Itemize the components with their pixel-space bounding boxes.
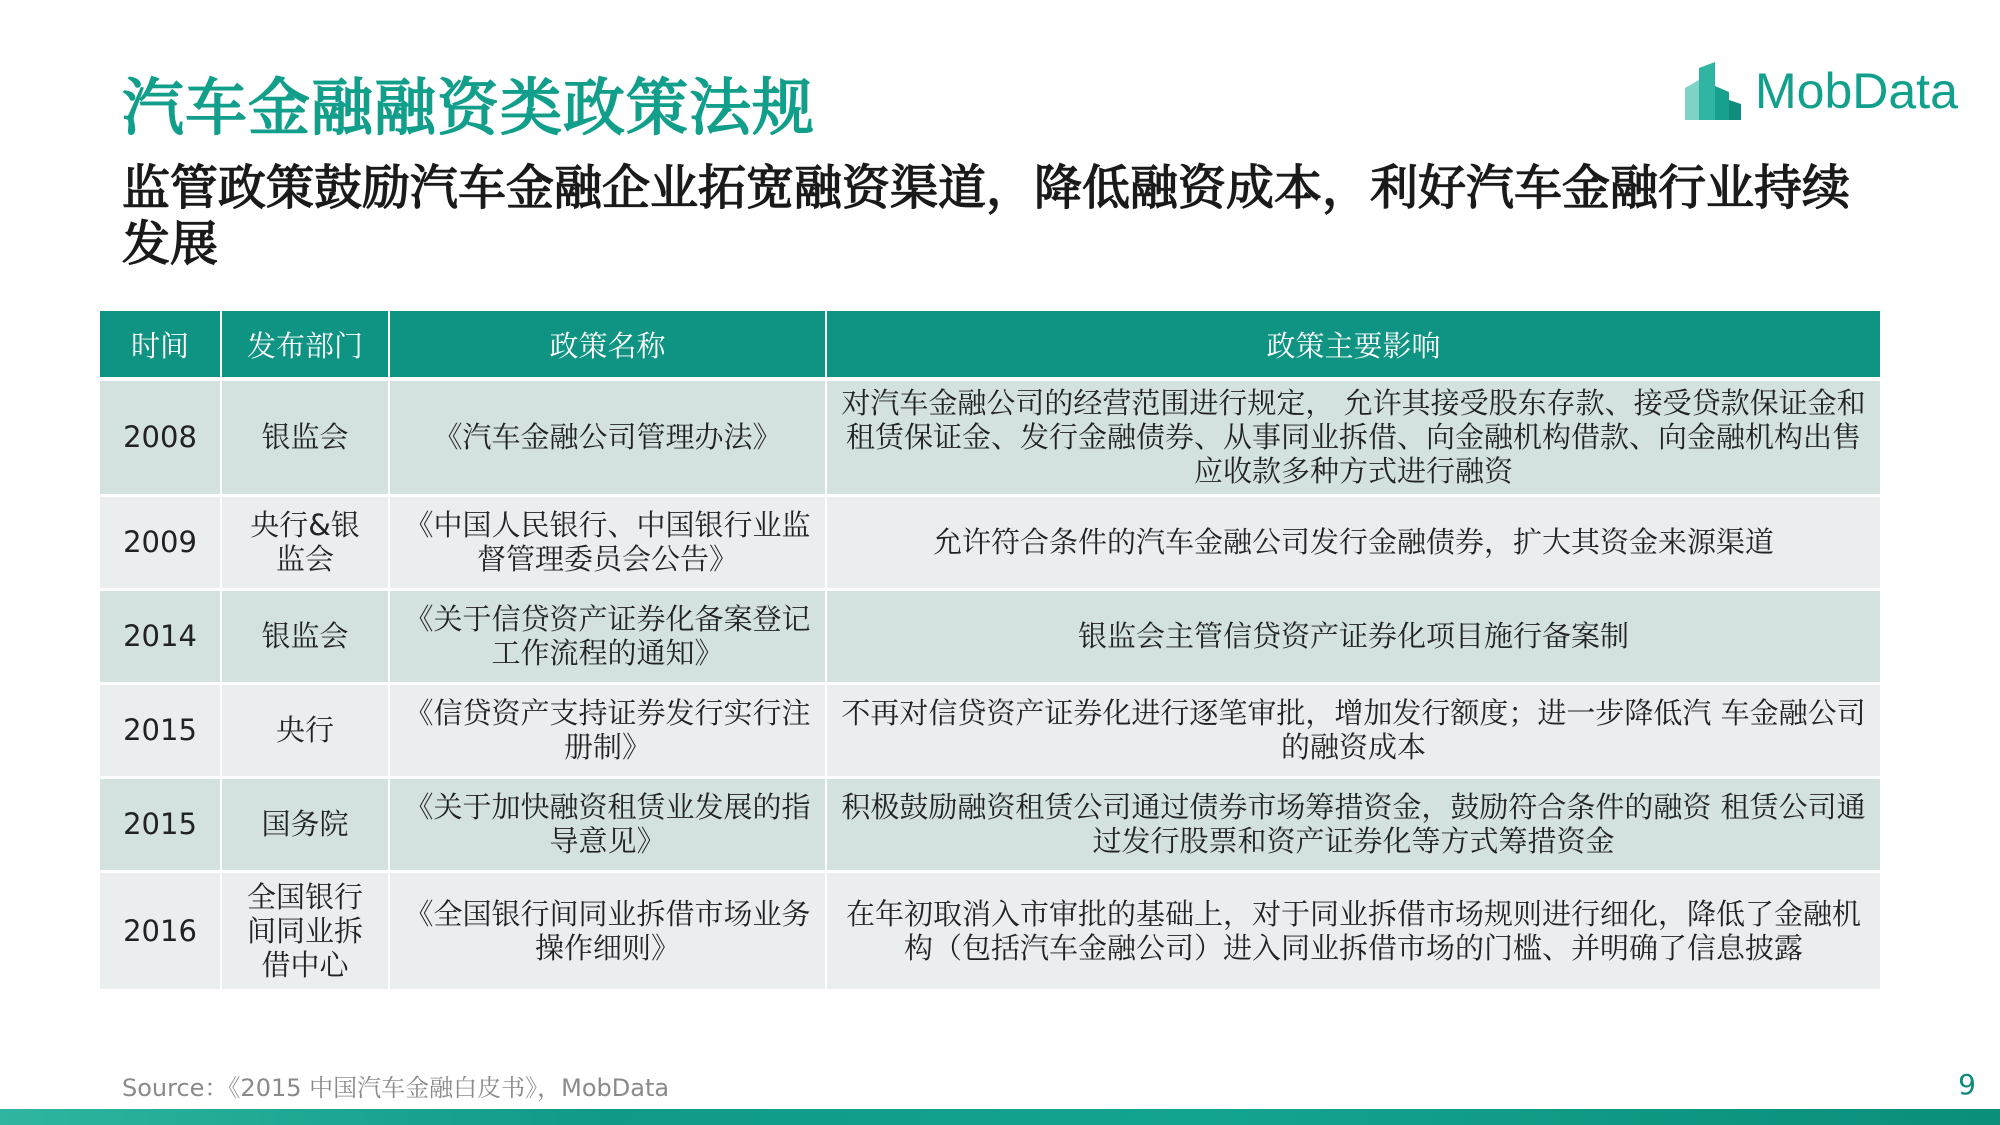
cell-policy-impact: 不再对信贷资产证券化进行逐笔审批，增加发行额度；进一步降低汽 车金融公司的融资成本	[826, 683, 1880, 777]
source-note: Source：《2015 中国汽车金融白皮书》，MobData	[122, 1074, 670, 1102]
cell-policy-name: 《关于加快融资租赁业发展的指导意见》	[389, 777, 826, 871]
header-policy-name: 政策名称	[389, 311, 826, 379]
slide-subtitle: 监管政策鼓励汽车金融企业拓宽融资渠道，降低融资成本，利好汽车金融行业持续发展	[122, 160, 1851, 272]
cell-department: 央行	[221, 683, 389, 777]
cell-policy-impact: 允许符合条件的汽车金融公司发行金融债券，扩大其资金来源渠道	[826, 495, 1880, 589]
cell-department: 央行&银监会	[221, 495, 389, 589]
header-time: 时间	[100, 311, 221, 379]
header-department: 发布部门	[221, 311, 389, 379]
table-row	[100, 589, 1880, 683]
table-row	[100, 495, 1880, 589]
cell-policy-impact: 积极鼓励融资租赁公司通过债券市场筹措资金，鼓励符合条件的融资 租赁公司通过发行股票和资产证券化等方式筹措资金	[826, 777, 1880, 871]
cell-policy-name: 《关于信贷资产证券化备案登记工作流程的通知》	[389, 589, 826, 683]
cell-department: 国务院	[221, 777, 389, 871]
logo-text: MobData	[1755, 63, 1958, 119]
cell-policy-impact: 在年初取消入市审批的基础上，对于同业拆借市场规则进行细化，降低了金融机构（包括汽车金融公司）进入同业拆借市场的门槛、并明确了信息披露	[826, 871, 1880, 990]
table-row	[100, 379, 1880, 495]
bottom-accent-bar	[0, 1109, 2000, 1125]
cell-policy-name: 《全国银行间同业拆借市场业务操作细则》	[389, 871, 826, 990]
cell-year: 2015	[100, 683, 221, 777]
mobdata-logo-icon	[1685, 62, 1741, 120]
table-row	[100, 777, 1880, 871]
slide-title: 汽车金融融资类政策法规	[122, 71, 816, 144]
cell-year: 2014	[100, 589, 221, 683]
header-policy-impact: 政策主要影响	[826, 311, 1880, 379]
page-number: 9	[1958, 1068, 1976, 1101]
cell-policy-impact: 银监会主管信贷资产证券化项目施行备案制	[826, 589, 1880, 683]
mobdata-logo	[1685, 60, 1958, 122]
table-header-row	[100, 311, 1880, 379]
policy-table	[100, 311, 1880, 992]
cell-year: 2015	[100, 777, 221, 871]
cell-policy-name: 《中国人民银行、中国银行业监督管理委员会公告》	[389, 495, 826, 589]
cell-year: 2016	[100, 871, 221, 990]
cell-department: 银监会	[221, 589, 389, 683]
cell-policy-name: 《汽车金融公司管理办法》	[389, 379, 826, 495]
cell-department: 银监会	[221, 379, 389, 495]
cell-department: 全国银行间同业拆借中心	[221, 871, 389, 990]
cell-policy-name: 《信贷资产支持证券发行实行注册制》	[389, 683, 826, 777]
cell-year: 2008	[100, 379, 221, 495]
cell-policy-impact: 对汽车金融公司的经营范围进行规定， 允许其接受股东存款、接受贷款保证金和租赁保证金、发行金融债券、从事同业拆借、向金融机构借款、向金融机构出售应收款多种方式进行融资	[826, 379, 1880, 495]
table-row	[100, 871, 1880, 990]
cell-year: 2009	[100, 495, 221, 589]
table-row	[100, 683, 1880, 777]
